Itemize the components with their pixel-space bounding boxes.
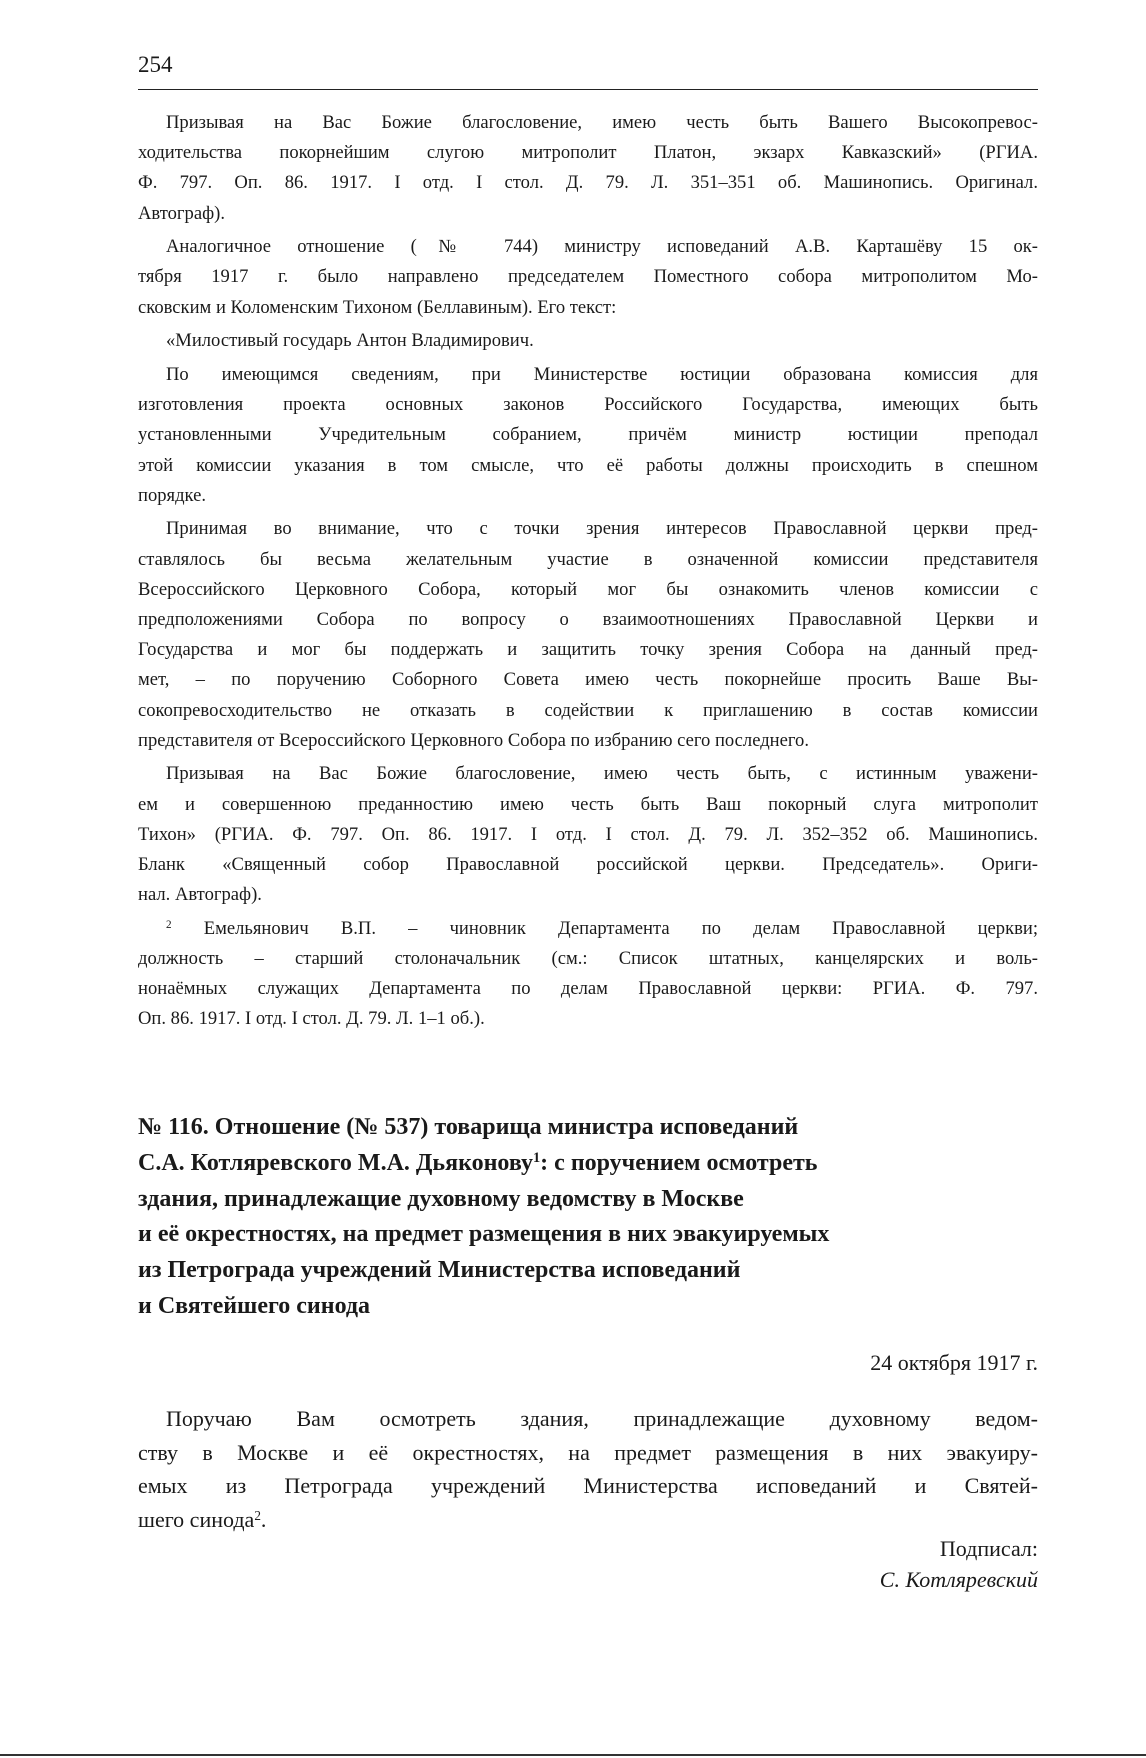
text-line: нонаёмных служащих Департамента по делам Православной церкви: РГИА. Ф. 797.	[138, 978, 1038, 1000]
paragraph	[138, 326, 1038, 356]
text-line: ставлялось бы весьма желательным участие в означенной комиссии представителя	[138, 548, 1038, 570]
text-line: По имеющимся сведениям, при Министерстве юстиции образована комиссия для	[166, 364, 1038, 385]
text-line: Бланк «Священный собор Православной российской церкви. Председатель». Ориги-	[138, 854, 1038, 875]
footnote	[138, 914, 1038, 1035]
text-line	[138, 1503, 1038, 1537]
text-line: мет, – по поручению Соборного Совета имею честь покорнейше просить Ваше Вы-	[138, 669, 1038, 691]
heading-line: здания, принадлежащие духовному ведомству в Москве	[138, 1185, 744, 1212]
text-line	[138, 914, 1038, 944]
text-line: сковским и Коломенским Тихоном (Беллавиным). Его текст:	[138, 296, 617, 318]
text-line: Принимая во внимание, что с точки зрения интересов Православной церкви пред-	[166, 518, 1038, 540]
heading-text: : с поручением осмотреть	[540, 1149, 818, 1176]
text-line: Призывая на Вас Божие благословение, имею честь быть Вашего Высокопревос-	[166, 112, 1038, 133]
text-line: должность – старший столоначальник (см.: Список штатных, канцелярских и воль-	[138, 948, 1038, 970]
text-line: Государства и мог бы поддержать и защитить точку зрения Собора на данный пред-	[138, 639, 1038, 661]
letter-text: .	[260, 1506, 267, 1532]
signature: С. Котляревский	[879, 1567, 1038, 1592]
commentary-text	[138, 108, 1038, 1038]
heading-line: из Петрограда учреждений Министерства исповеданий	[138, 1257, 741, 1284]
text-line: ходительства покорнейшим слугою митрополит Платон, экзарх Кавказский» (РГИА.	[138, 142, 1038, 164]
text-line: установленными Учредительным собранием, причём министр юстиции преподал	[138, 424, 1038, 446]
paragraph	[138, 759, 1038, 910]
text-line: Автограф).	[138, 202, 225, 224]
text-line: Ф. 797. Оп. 86. 1917. I отд. I стол. Д. 79. Л. 351–351 об. Машинопись. Оригинал.	[138, 172, 1038, 194]
letter-text	[138, 1402, 1038, 1536]
text-line: изготовления проекта основных законов Российского Государства, имеющих быть	[138, 394, 1038, 416]
text-line: предположениями Собора по вопросу о взаимоотношениях Православной Церкви и	[138, 609, 1038, 630]
text-line: сокопревосходительство не отказать в содействии к приглашению в состав комиссии	[138, 699, 1038, 721]
heading-text: С.А. Котляревского М.А. Дьяконову	[138, 1149, 533, 1176]
text-line: емых из Петрограда учреждений Министерства исповеданий и Святей-	[138, 1473, 1038, 1499]
footnote-marker: 2	[166, 918, 172, 931]
paragraph	[138, 108, 1038, 229]
text-line: «Милостивый государь Антон Владимирович.	[166, 330, 534, 352]
text-line: Призывая на Вас Божие благословение, имею честь быть, с истинным уважени-	[166, 763, 1038, 785]
text-line: тября 1917 г. было направлено председателем Поместного собора митрополитом Мо-	[138, 266, 1038, 288]
signed-label: Подписал:	[939, 1536, 1038, 1561]
bottom-edge	[0, 1754, 1146, 1756]
text-line: ству в Москве и её окрестностях, на предмет размещения в них эвакуиру-	[138, 1439, 1038, 1465]
footnote-ref: 2	[254, 1507, 261, 1523]
paragraph	[138, 514, 1038, 756]
paragraph	[138, 232, 1038, 323]
document-heading	[138, 1110, 1038, 1325]
heading-line: № 116. Отношение (№ 537) товарища министра исповеданий	[138, 1114, 799, 1140]
page-number: 254	[138, 52, 173, 77]
header-rule	[138, 89, 1038, 90]
text-line: представителя от Всероссийского Церковного Собора по избранию сего последнего.	[138, 729, 809, 751]
text-line: Всероссийского Церковного Собора, который мог бы ознакомить членов комиссии с	[138, 578, 1038, 600]
footnote-text: Емельянович В.П. – чиновник Департамента по делам Православной церкви;	[171, 917, 1038, 939]
text-line: Оп. 86. 1917. I отд. I стол. Д. 79. Л. 1–1 об.).	[138, 1008, 485, 1030]
text-line: ем и совершенною преданностию имею честь быть Ваш покорный слуга митрополит	[138, 793, 1038, 815]
document-date: 24 октября 1917 г.	[870, 1350, 1038, 1375]
heading-line: и Святейшего синода	[138, 1292, 371, 1319]
text-line: Аналогичное отношение (№ 744) министру исповеданий А.В. Карташёву 15 ок-	[166, 236, 1038, 258]
heading-line	[138, 1146, 1038, 1182]
text-line: Поручаю Вам осмотреть здания, принадлежащие духовному ведом-	[166, 1406, 1038, 1431]
text-line: нал. Автограф).	[138, 884, 262, 906]
letter-text: шего синода	[138, 1506, 255, 1532]
footnote-ref: 1	[532, 1149, 541, 1166]
paragraph	[138, 360, 1038, 511]
heading-line: и её окрестностях, на предмет размещения в них эвакуируемых	[138, 1221, 830, 1248]
text-line: порядке.	[138, 484, 207, 506]
text-line: этой комиссии указания в том смысле, что её работы должны происходить в спешном	[138, 454, 1038, 476]
text-line: Тихон» (РГИА. Ф. 797. Оп. 86. 1917. I отд. I стол. Д. 79. Л. 352–352 об. Машинопись.	[138, 823, 1038, 845]
